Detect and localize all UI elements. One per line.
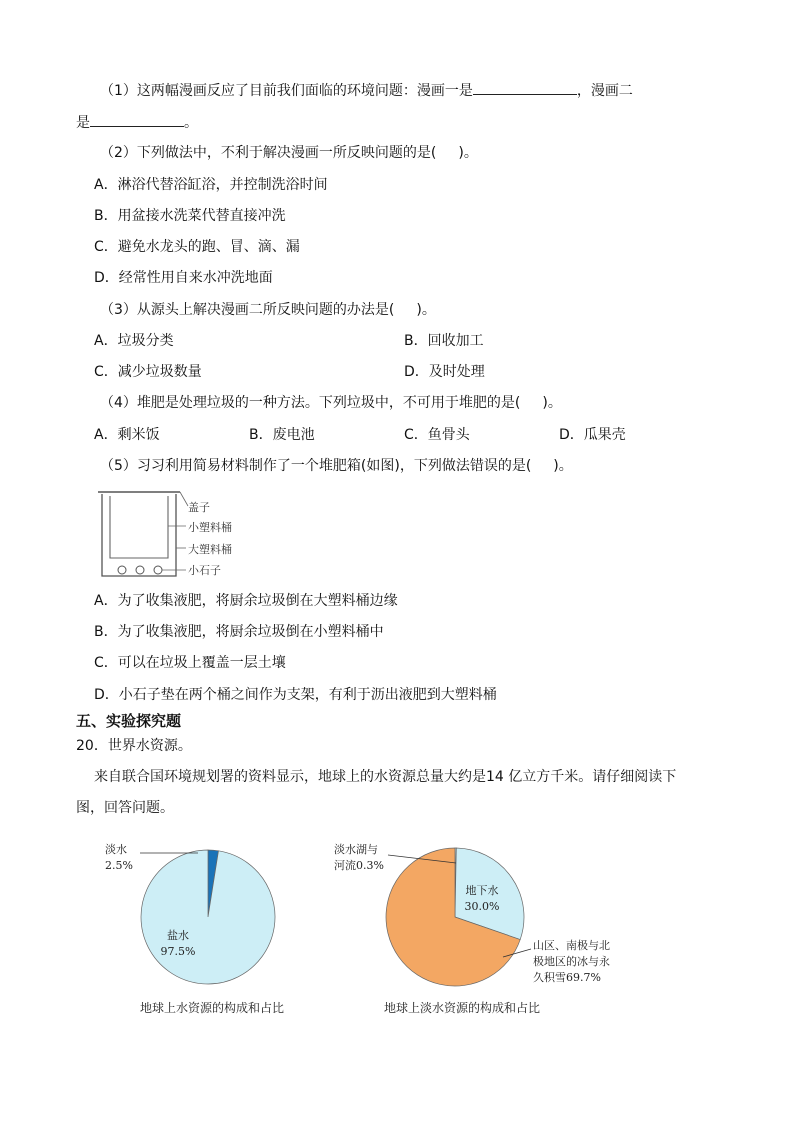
label-ice-3: 久积雪69.7% (533, 971, 601, 984)
q5-option-a: A．为了收集液肥，将厨余垃圾倒在大塑料桶边缘 (94, 593, 398, 609)
q2-option-d: D．经常性用自来水冲洗地面 (94, 270, 273, 286)
label-groundwater-pct: 30.0% (464, 900, 500, 913)
q3-option-d: D．及时处理 (404, 364, 485, 380)
label-freshwater: 淡水 (105, 843, 127, 856)
pie-charts (0, 835, 794, 1035)
q20-intro-1: 来自联合国环境规划署的资料显示，地球上的水资源总量大约是14 亿立方千米。请仔细阅读下 (94, 769, 677, 785)
q3-option-a: A．垃圾分类 (94, 333, 174, 349)
q4-option-b: B．废电池 (249, 427, 315, 443)
chart2-caption: 地球上淡水资源的构成和占比 (383, 1001, 541, 1015)
q2-option-b: B．用盆接水洗菜代替直接冲洗 (94, 208, 286, 224)
q5-text-end: )。 (553, 458, 573, 474)
q2-option-c: C．避免水龙头的跑、冒、滴、漏 (94, 239, 300, 255)
q4-option-a: A．剩米饭 (94, 427, 160, 443)
q3-option-c: C．减少垃圾数量 (94, 364, 202, 380)
q3-stem (100, 300, 436, 320)
compost-box-diagram (96, 486, 256, 586)
q5-option-b: B．为了收集液肥，将厨余垃圾倒在小塑料桶中 (94, 624, 384, 640)
q1-text-2: 是 (76, 115, 90, 131)
q2-text: （2）下列做法中，不利于解决漫画一所反映问题的是( (100, 145, 437, 161)
label-stones: 小石子 (188, 564, 221, 577)
q2-text-end: )。 (458, 145, 478, 161)
label-small-bucket: 小塑料桶 (188, 521, 232, 534)
q3-option-b: B．回收加工 (404, 333, 484, 349)
q1-line2 (76, 112, 198, 133)
chart1-caption: 地球上水资源的构成和占比 (139, 1001, 285, 1015)
q5-stem (100, 456, 573, 476)
label-freshwater-pct: 2.5% (105, 859, 133, 872)
q5-text: （5）习习利用简易材料制作了一个堆肥箱(如图)，下列做法错误的是( (100, 458, 532, 474)
water-resources-pie (141, 850, 275, 984)
q2-stem (100, 143, 478, 163)
q4-option-c: C．鱼骨头 (404, 427, 470, 443)
q4-stem (100, 393, 562, 413)
q20-title: 20．世界水资源。 (76, 738, 192, 754)
freshwater-resources-pie (386, 848, 524, 986)
q4-text-end: )。 (542, 395, 562, 411)
label-saltwater-pct: 97.5% (160, 945, 196, 958)
label-lid: 盖子 (188, 501, 210, 514)
pie-slice-saltwater (141, 850, 275, 984)
q3-text-end: )。 (416, 302, 436, 318)
q1-text-mid: ，漫画二 (576, 83, 633, 99)
q5-option-d: D．小石子垫在两个桶之间作为支架，有利于沥出液肥到大塑料桶 (94, 687, 497, 703)
q1-text: （1）这两幅漫画反应了目前我们面临的环境问题：漫画一是 (100, 83, 473, 99)
q1-line1 (100, 80, 633, 101)
q20-intro-2: 图，回答问题。 (76, 800, 174, 816)
q5-option-c: C．可以在垃圾上覆盖一层土壤 (94, 655, 286, 671)
q4-option-d: D．瓜果壳 (559, 427, 626, 443)
label-saltwater: 盐水 (167, 929, 189, 942)
q1-blank-1[interactable] (473, 80, 577, 95)
q1-text-end: 。 (184, 115, 198, 131)
section-heading: 五、实验探究题 (76, 712, 182, 730)
q4-text: （4）堆肥是处理垃圾的一种方法。下列垃圾中，不可用于堆肥的是( (100, 395, 521, 411)
label-ice-2: 极地区的冰与永 (533, 955, 610, 968)
q1-blank-2[interactable] (90, 112, 184, 127)
label-groundwater: 地下水 (465, 884, 499, 897)
label-big-bucket: 大塑料桶 (188, 543, 232, 556)
label-ice-1: 山区、南极与北 (533, 939, 610, 952)
q3-text: （3）从源头上解决漫画二所反映问题的办法是( (100, 302, 395, 318)
label-lakes-1: 淡水湖与 (334, 843, 378, 856)
q2-option-a: A．淋浴代替浴缸浴，并控制洗浴时间 (94, 177, 328, 193)
label-lakes-2: 河流0.3% (334, 859, 384, 872)
